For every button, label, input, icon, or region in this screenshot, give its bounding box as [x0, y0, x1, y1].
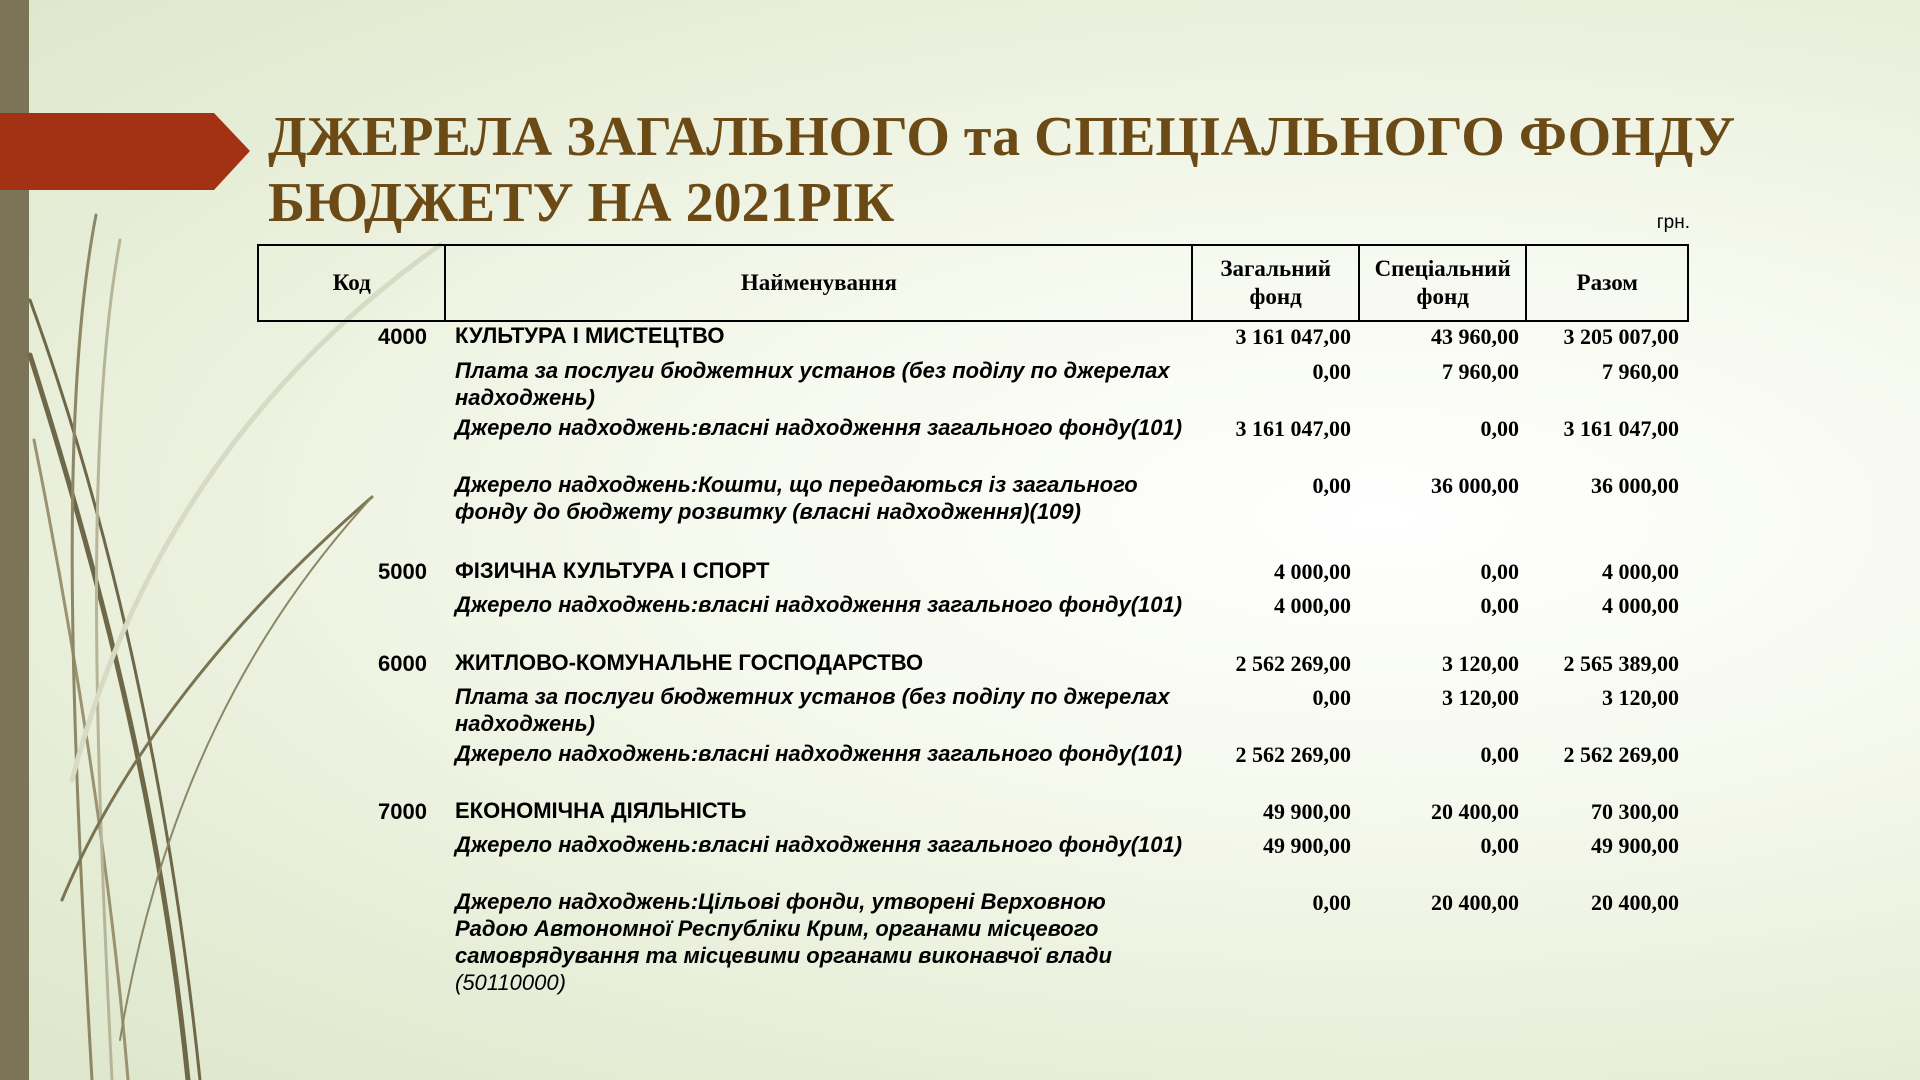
row-code: 6000	[378, 651, 427, 676]
header-special-fund: Спеціальний фонд	[1360, 246, 1528, 320]
row-special: 0,00	[1480, 593, 1519, 618]
table-row	[257, 591, 1689, 649]
table-row	[257, 683, 1689, 740]
row-name: Джерело надходжень:власні надходження загального фонду(101)	[455, 832, 1183, 857]
row-special: 20 400,00	[1431, 799, 1519, 824]
row-special: 20 400,00	[1431, 890, 1519, 915]
row-name: Джерело надходжень:власні надходження загального фонду(101)	[455, 592, 1183, 617]
row-total: 2 562 269,00	[1563, 742, 1679, 767]
row-special: 43 960,00	[1431, 324, 1519, 349]
row-general: 49 900,00	[1263, 833, 1351, 858]
row-general: 0,00	[1312, 359, 1351, 384]
page-title	[268, 104, 1735, 236]
header-code: Код	[259, 246, 446, 320]
table-row	[257, 888, 1689, 1000]
row-general: 4 000,00	[1274, 593, 1351, 618]
row-general: 0,00	[1312, 473, 1351, 498]
row-total: 2 565 389,00	[1563, 651, 1679, 676]
row-general: 3 161 047,00	[1235, 324, 1351, 349]
row-general: 0,00	[1312, 685, 1351, 710]
row-total: 3 161 047,00	[1563, 416, 1679, 441]
row-special: 0,00	[1480, 833, 1519, 858]
table-header	[257, 244, 1689, 322]
row-total: 36 000,00	[1591, 473, 1679, 498]
row-name: ЕКОНОМІЧНА ДІЯЛЬНІСТЬ	[455, 798, 747, 823]
table-row	[257, 322, 1689, 357]
row-name: Плата за послуги бюджетних установ (без поділу по джерелах надходжень)	[455, 358, 1170, 410]
row-name: Джерело надходжень:власні надходження загального фонду(101)	[455, 741, 1183, 766]
row-total: 3 205 007,00	[1563, 324, 1679, 349]
row-name: Джерело надходжень:власні надходження загального фонду(101)	[455, 415, 1183, 440]
row-special: 7 960,00	[1442, 359, 1519, 384]
row-general: 0,00	[1312, 890, 1351, 915]
row-total: 4 000,00	[1602, 593, 1679, 618]
table-row	[257, 797, 1689, 831]
row-special: 36 000,00	[1431, 473, 1519, 498]
row-special: 3 120,00	[1442, 685, 1519, 710]
row-total: 3 120,00	[1602, 685, 1679, 710]
row-general: 3 161 047,00	[1235, 416, 1351, 441]
row-code: 7000	[378, 799, 427, 824]
row-name: Джерело надходжень:Кошти, що передаються із загального фонду до бюджету розвитку (власні надходження)(109)	[455, 472, 1138, 524]
header-total: Разом	[1576, 270, 1638, 295]
row-general: 49 900,00	[1263, 799, 1351, 824]
row-general: 2 562 269,00	[1235, 651, 1351, 676]
row-general: 4 000,00	[1274, 559, 1351, 584]
row-total: 49 900,00	[1591, 833, 1679, 858]
table-body	[257, 322, 1689, 1000]
row-general: 2 562 269,00	[1235, 742, 1351, 767]
row-code: 4000	[378, 324, 427, 349]
row-total: 20 400,00	[1591, 890, 1679, 915]
row-code: 5000	[378, 559, 427, 584]
table-row	[257, 831, 1689, 888]
currency-label: грн.	[1656, 212, 1690, 233]
header-general-fund: Загальний фонд	[1193, 246, 1360, 320]
table-row	[257, 649, 1689, 683]
table-row	[257, 357, 1689, 414]
title-arrow-icon	[0, 0, 260, 200]
header-name: Найменування	[446, 246, 1193, 320]
row-name: ФІЗИЧНА КУЛЬТУРА І СПОРТ	[455, 558, 770, 583]
row-total: 4 000,00	[1602, 559, 1679, 584]
table-row	[257, 471, 1689, 557]
title-line-1: ДЖЕРЕЛА ЗАГАЛЬНОГО та СПЕЦІАЛЬНОГО ФОНДУ	[268, 106, 1736, 168]
row-name: КУЛЬТУРА І МИСТЕЦТВО	[455, 323, 725, 348]
row-name-code: (50110000)	[455, 970, 566, 995]
row-name: Джерело надходжень:Цільові фонди, утворені Верховною Радою Автономної Республіки Крим, органами місцевого самоврядування та місцевими органами виконавчої влади (50110000)	[455, 889, 1112, 995]
row-total: 70 300,00	[1591, 799, 1679, 824]
row-special: 0,00	[1480, 559, 1519, 584]
table-row	[257, 557, 1689, 591]
row-special: 3 120,00	[1442, 651, 1519, 676]
table-row	[257, 414, 1689, 471]
table-row	[257, 740, 1689, 797]
row-name: ЖИТЛОВО-КОМУНАЛЬНЕ ГОСПОДАРСТВО	[455, 650, 924, 675]
row-total: 7 960,00	[1602, 359, 1679, 384]
row-special: 0,00	[1480, 416, 1519, 441]
row-special: 0,00	[1480, 742, 1519, 767]
row-name: Плата за послуги бюджетних установ (без поділу по джерелах надходжень)	[455, 684, 1170, 736]
title-line-2: БЮДЖЕТУ НА 2021РІК	[268, 172, 895, 234]
